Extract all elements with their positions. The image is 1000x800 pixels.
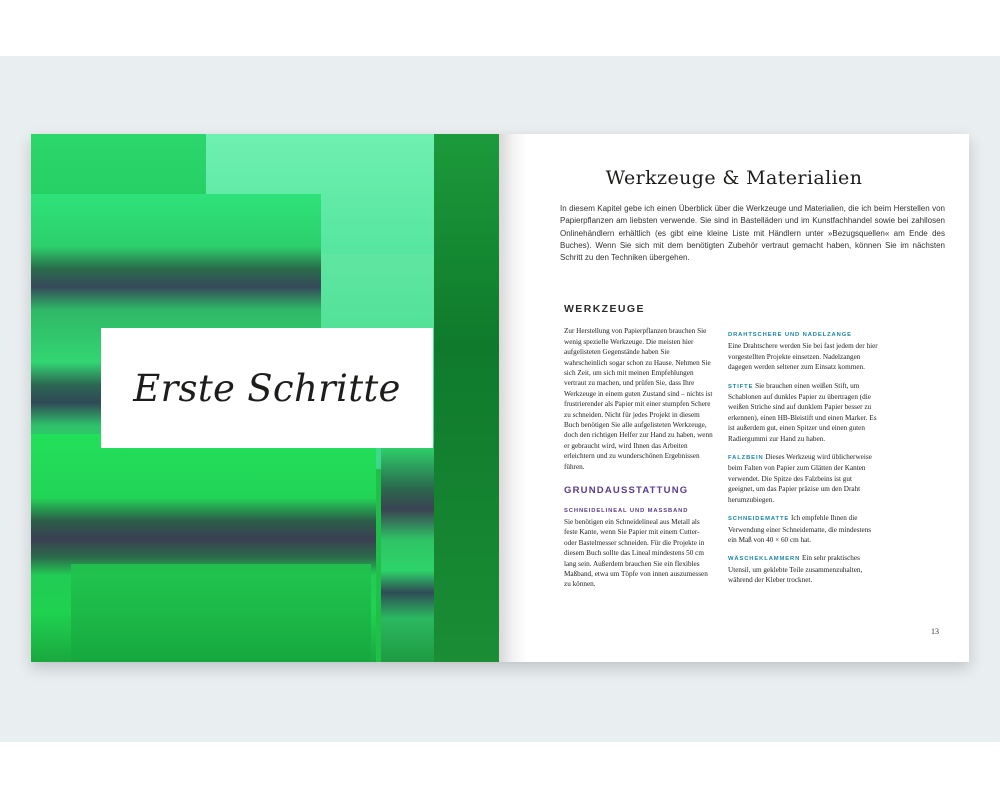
right-column bbox=[728, 330, 878, 594]
waescheklammern-entry bbox=[728, 553, 878, 585]
chapter-title-box bbox=[101, 328, 433, 448]
page-number: 13 bbox=[931, 627, 939, 636]
schneidelineal-label: SCHNEIDELINEAL UND MASSBAND bbox=[564, 507, 689, 514]
stifte-text: Sie brauchen einen weißen Stift, um Schablonen auf dunkles Papier zu übertragen (die weißen Striche sind auf dunklem Papier besser zu erkennen), einen HB-Bleistift und einen Marker. Es ist außerdem gut, einen Spitzer und einen guten Radiergummi zur Hand zu haben. bbox=[728, 381, 877, 443]
stifte-label: STIFTE bbox=[728, 383, 754, 390]
schneidematte-text: Ich empfehle Ihnen die Verwendung einer Schneidematte, die mindestens ein Maß von 40 × 60 cm hat. bbox=[728, 514, 872, 544]
right-page bbox=[499, 134, 969, 662]
werkzeuge-heading: WERKZEUGE bbox=[564, 303, 645, 315]
page-title: Werkzeuge & Materialien bbox=[605, 167, 863, 189]
left-page-photo bbox=[31, 134, 499, 662]
drahtschere-label: DRAHTSCHERE UND NADELZANGE bbox=[728, 332, 852, 338]
drahtschere-text: Eine Drahtschere werden Sie bei fast jedem der hier vorgestellten Projekte einsetzen. Nadelzangen dagegen werden seltener zum Einsatz kommen. bbox=[728, 342, 878, 372]
schneidematte-entry bbox=[728, 513, 878, 545]
schneidematte-label: SCHNEIDEMATTE bbox=[728, 516, 790, 523]
schneidelineal-text: Sie benötigen ein Schneidelineal aus Metall als feste Kante, wenn Sie Papier mit einem Cutter- oder Bastelmesser schneiden. Für die Projekte in diesem Buch sollte das Lineal mindestens 50 cm lang sein. Außerdem brauchen Sie ein flexibles Maßband, etwa um Töpfe von innen auszumessen zu können. bbox=[564, 517, 708, 589]
stifte-entry bbox=[728, 381, 878, 444]
dark-green-paper-sheet bbox=[434, 134, 499, 662]
grundausstattung-heading: GRUNDAUSSTATTUNG bbox=[564, 485, 689, 497]
drahtschere-entry bbox=[728, 330, 878, 373]
falzbein-label: FALZBEIN bbox=[728, 455, 764, 462]
falzbein-text: Dieses Werkzeug wird üblicherweise beim Falten von Papier zum Glätten der Kanten verwendet. Die Spitze des Falzbeins ist gut geeignet, um das Papier präzise um den Draht herumzubiegen. bbox=[728, 453, 872, 504]
waescheklammern-text: Ein sehr praktisches Utensil, um geklebte Teile zusammenzuhalten, während der Kleber trocknet. bbox=[728, 554, 863, 585]
falzbein-entry bbox=[728, 452, 878, 505]
werkzeuge-paragraph: Zur Herstellung von Papierpflanzen brauchen Sie wenig spezielle Werkzeuge. Die meisten hier aufgelisteten Gegenstände haben Sie wahrscheinlich sogar schon zu Hause. Nehmen Sie sich Zeit, um sich mit meinen Empfehlungen vertraut zu machen, und prüfen Sie, dass Ihre Werkzeuge in einem guten Zustand sind – nichts ist frustrierender als Papier mit einer stumpfen Schere zu schneiden. Nicht für jedes Projekt in diesem Buch benötigen Sie alle aufgelisteten Werkzeuge, doch den richtigen Helfer zur Hand zu haben, wenn er gebraucht wird, wird Ihnen das Arbeiten erleichtern und zu wunderschönen Ergebnissen führen. bbox=[564, 327, 713, 471]
open-book-spread bbox=[31, 134, 969, 662]
waescheklammern-label: WÄSCHEKLAMMERN bbox=[728, 556, 801, 563]
left-column bbox=[564, 304, 714, 598]
green-paper-sheet bbox=[71, 564, 371, 662]
schneidelineal-entry bbox=[564, 506, 714, 590]
intro-paragraph: In diesem Kapitel gebe ich einen Überblick über die Werkzeuge und Materialien, die ich beim Herstellen von Papierpflanzen am liebsten verwende. Sie sind in Bastelläden und im Kunstfachhandel sowie bei zahllosen Onlinehändlern erhältlich (es gibt eine kleine Liste mit Händlern unter »Bezugsquellen« am Ende des Buches). Wenn Sie sich mit dem benötigten Zubehör vertraut gemacht haben, können Sie im nächsten Schritt zu den Techniken übergehen. bbox=[560, 204, 945, 263]
chapter-title: Erste Schritte bbox=[133, 366, 401, 410]
